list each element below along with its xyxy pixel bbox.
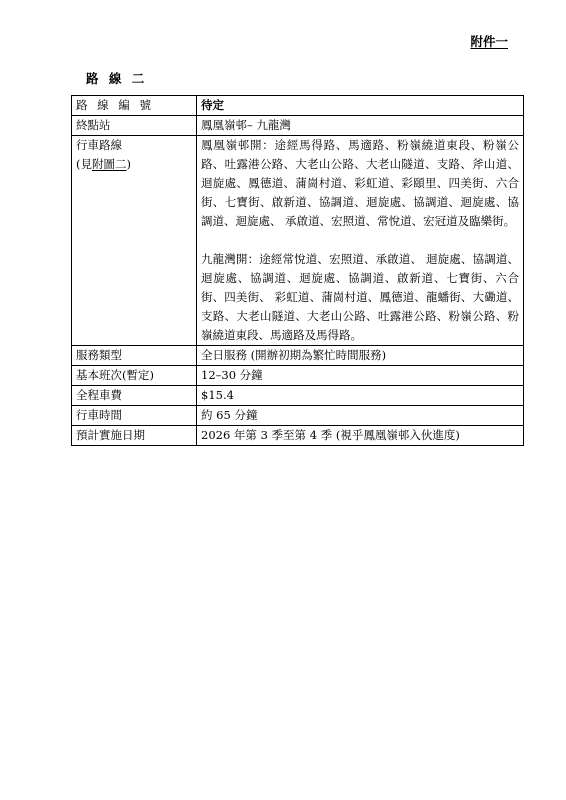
routing-label-cell xyxy=(72,136,197,346)
outbound-routing: 鳳凰嶺邨開：途經馬得路、馬適路、粉嶺繞道東段、粉嶺公路、吐露港公路、大老山公路、大老山隧道、支路、斧山道、迴旋處、鳳德道、蒲崗村道、彩虹道、彩頤里、四美街、六合街、七寶街、啟新道、協調道、迴旋處、協調道、迴旋處、協調道、迴旋處、 承啟道、宏照道、常悅道、宏冠道及臨樂街。 xyxy=(201,138,519,228)
service-type-label: 服務類型 xyxy=(72,346,197,366)
table-row-route-no xyxy=(72,96,524,116)
routing-value-cell xyxy=(197,136,524,346)
implementation-label: 預計實施日期 xyxy=(72,426,197,446)
table-row-routing xyxy=(72,136,524,346)
annex-label: 附件一 xyxy=(470,34,508,49)
routing-map-reference xyxy=(76,155,192,174)
terminals-value: 鳳凰嶺邨– 九龍灣 xyxy=(197,116,524,136)
fare-value: $15.4 xyxy=(197,386,524,406)
route-no-label: 路 線 編 號 xyxy=(72,96,197,116)
table-row-terminals xyxy=(72,116,524,136)
journey-time-value: 約 65 分鐘 xyxy=(197,406,524,426)
inbound-routing: 九龍灣開：途經常悅道、宏照道、承啟道、 迴旋處、協調道、迴旋處、協調道、迴旋處、協調道、啟新道、七寶街、六合街、四美街、 彩虹道、蒲崗村道、鳳德道、龍蟠街、大磡道、支路、大老山隧道、大老山公路、吐露港公路、粉嶺公路、粉嶺繞道東段、馬適路及馬得路。 xyxy=(201,252,519,342)
frequency-value: 12–30 分鐘 xyxy=(197,366,524,386)
routing-map-link[interactable]: 附圖二 xyxy=(92,157,127,171)
routing-ref-suffix: ) xyxy=(126,157,131,171)
implementation-value: 2026 年第 3 季至第 4 季 (視乎鳳凰嶺邨入伙進度) xyxy=(197,426,524,446)
table-row-frequency xyxy=(72,366,524,386)
route-heading: 路 線 二 xyxy=(86,71,148,86)
routing-label: 行車路線 xyxy=(76,138,122,152)
terminals-label: 終點站 xyxy=(72,116,197,136)
table-row-service-type xyxy=(72,346,524,366)
journey-time-label: 行車時間 xyxy=(72,406,197,426)
table-row-journey-time xyxy=(72,406,524,426)
routing-ref-prefix: (見 xyxy=(76,157,92,171)
service-type-value: 全日服務 (開辦初期為繁忙時間服務) xyxy=(197,346,524,366)
frequency-label: 基本班次(暫定) xyxy=(72,366,197,386)
table-row-implementation xyxy=(72,426,524,446)
route-table xyxy=(71,95,524,446)
fare-label: 全程車費 xyxy=(72,386,197,406)
table-row-fare xyxy=(72,386,524,406)
route-no-value: 待定 xyxy=(197,96,524,116)
